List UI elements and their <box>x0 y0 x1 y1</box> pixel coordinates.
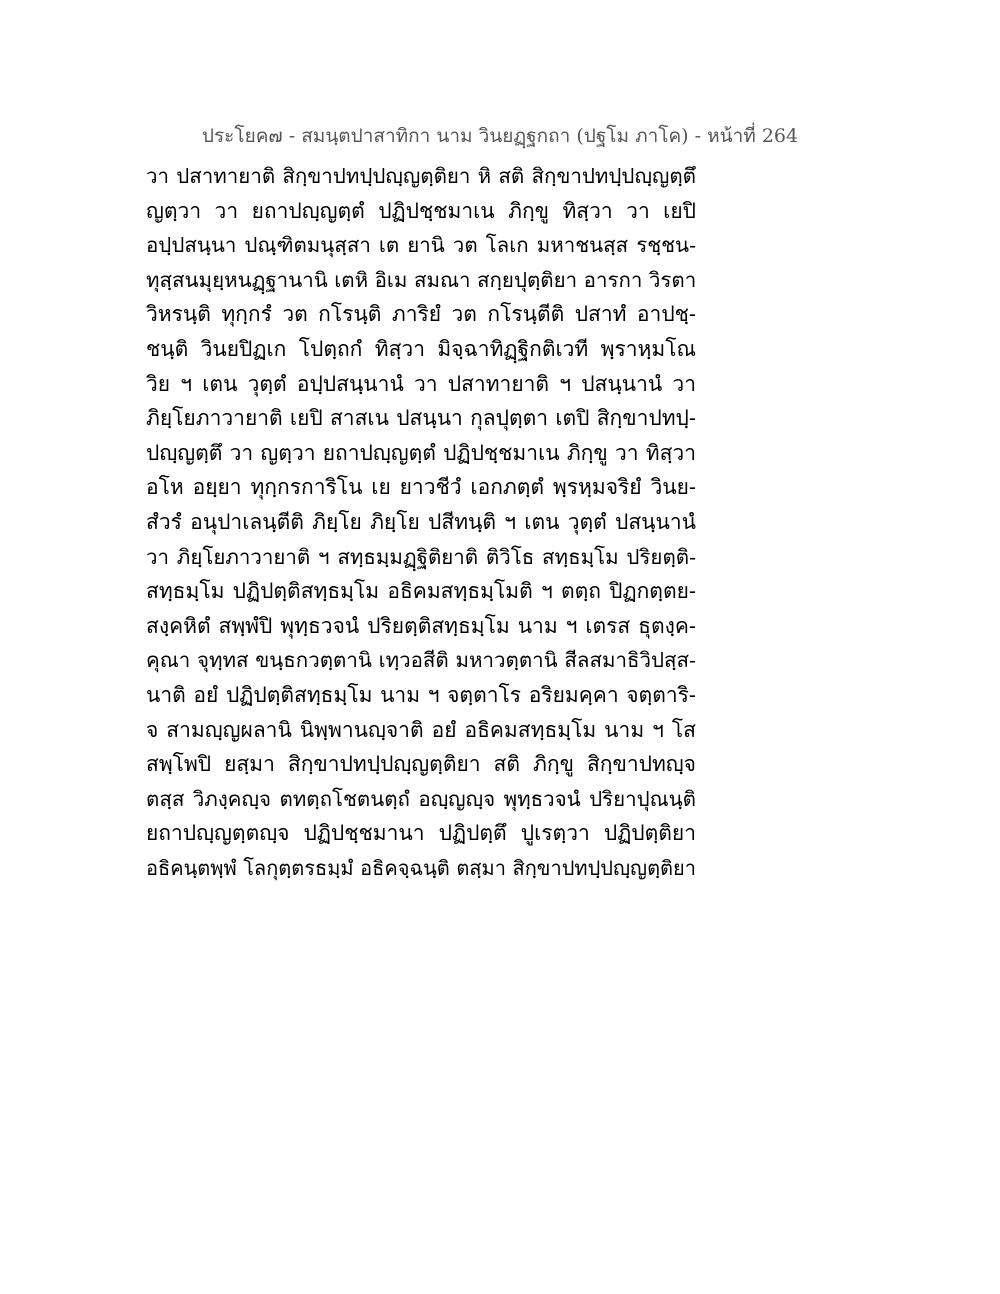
body-text <box>146 159 696 885</box>
text-line: ตสฺส วิภงฺคญฺจ ตทตฺถโชตนตฺถํ อญฺญญฺจ พุทฺธวจนํ ปริยาปุณนฺติ <box>146 786 696 811</box>
text-line: สทฺธมฺโม ปฏิปตฺติสทฺธมฺโม อธิคมสทฺธมฺโมติ ฯ ตตฺถ ปิฏกตฺตย- <box>146 579 696 604</box>
text-line: อธิคนฺตพฺพํ โลกุตฺตรธมฺมํ อธิคจฺฉนฺติ ตสฺมา สิกฺขาปทปฺปญฺญตฺติยา <box>146 855 696 880</box>
text-line: ปญฺญตฺตึ วา ญตฺวา ยถาปญฺญตฺตํ ปฏิปชฺชมาเน ภิกฺขู วา ทิสฺวา <box>146 440 696 465</box>
text-line: วิหรนฺติ ทุกฺกรํ วต กโรนฺติ ภาริยํ วต กโรนฺตีติ ปสาทํ อาปชฺ- <box>146 302 696 327</box>
text-line: วา ภิยฺโยภาวายาติ ฯ สทฺธมฺมฏฺฐิติยาติ ติวิโธ สทฺธมฺโม ปริยตฺติ- <box>146 544 696 569</box>
text-line: สงฺคหิตํ สพฺพํปิ พุทฺธวจนํ ปริยตฺติสทฺธมฺโม นาม ฯ เตรส ธุตงฺค- <box>146 613 696 638</box>
text-line: สํวรํ อนุปาเลนฺตีติ ภิยฺโย ภิยฺโย ปสีทนฺติ ฯ เตน วุตฺตํ ปสนฺนานํ <box>146 509 696 534</box>
text-line: คุณา จุทฺทส ขนฺธกวตฺตานิ เทฺวอสีติ มหาวตฺตานิ สีลสมาธิวิปสฺส- <box>146 648 696 673</box>
text-line: ทุสฺสนมุยฺหนฏฺฐานานิ เตหิ อิเม สมณา สกฺยปุตฺติยา อารกา วิรตา <box>146 267 697 292</box>
text-line: นาติ อยํ ปฏิปตฺติสทฺธมฺโม นาม ฯ จตฺตาโร อริยมคฺคา จตฺตาริ- <box>146 682 696 707</box>
text-line: วา ปสาทายาติ สิกฺขาปทปฺปญฺญตฺติยา หิ สติ สิกฺขาปทปฺปญฺญตฺตึ <box>146 164 696 188</box>
text-line: ยถาปญฺญตฺตญฺจ ปฏิปชฺชมานา ปฏิปตฺตึ ปูเรตฺวา ปฏิปตฺติยา <box>146 821 696 846</box>
text-line: อโห อยฺยา ทุกฺกรการิโน เย ยาวชีวํ เอกภตฺตํ พฺรหฺมจริยํ วินย- <box>146 475 696 500</box>
page-header: ประโยค๗ - สมนฺตปาสาทิกา นาม วินยฏฺฐกถา (ปฐโม ภาโค) - หน้าที่ 264 <box>201 125 799 147</box>
text-line: ญตฺวา วา ยถาปญฺญตฺตํ ปฏิปชฺชมาเน ภิกฺขู ทิสฺวา วา เยปิ <box>146 198 696 223</box>
text-line: อปฺปสนฺนา ปณฺฑิตมนุสฺสา เต ยานิ วต โลเก มหาชนสฺส รชฺชน- <box>146 233 696 258</box>
text-line: จ สามญฺญผลานิ นิพฺพานญฺจาติ อยํ อธิคมสทฺธมฺโม นาม ฯ โส <box>146 717 696 742</box>
text-line: ภิยฺโยภาวายาติ เยปิ สาสเน ปสนฺนา กุลปุตฺตา เตปิ สิกฺขาปทปฺ- <box>146 406 696 431</box>
text-line: วิย ฯ เตน วุตฺตํ อปฺปสนฺนานํ วา ปสาทายาติ ฯ ปสนฺนานํ วา <box>146 371 696 396</box>
text-line: สพฺโพปิ ยสฺมา สิกฺขาปทปฺปญฺญตฺติยา สติ ภิกฺขู สิกฺขาปทญฺจ <box>146 752 696 777</box>
text-line: ชนฺติ วินยปิฏเก โปตฺถกํ ทิสฺวา มิจฺฉาทิฏฺฐิกติเวที พฺราหฺมโณ <box>146 336 696 361</box>
